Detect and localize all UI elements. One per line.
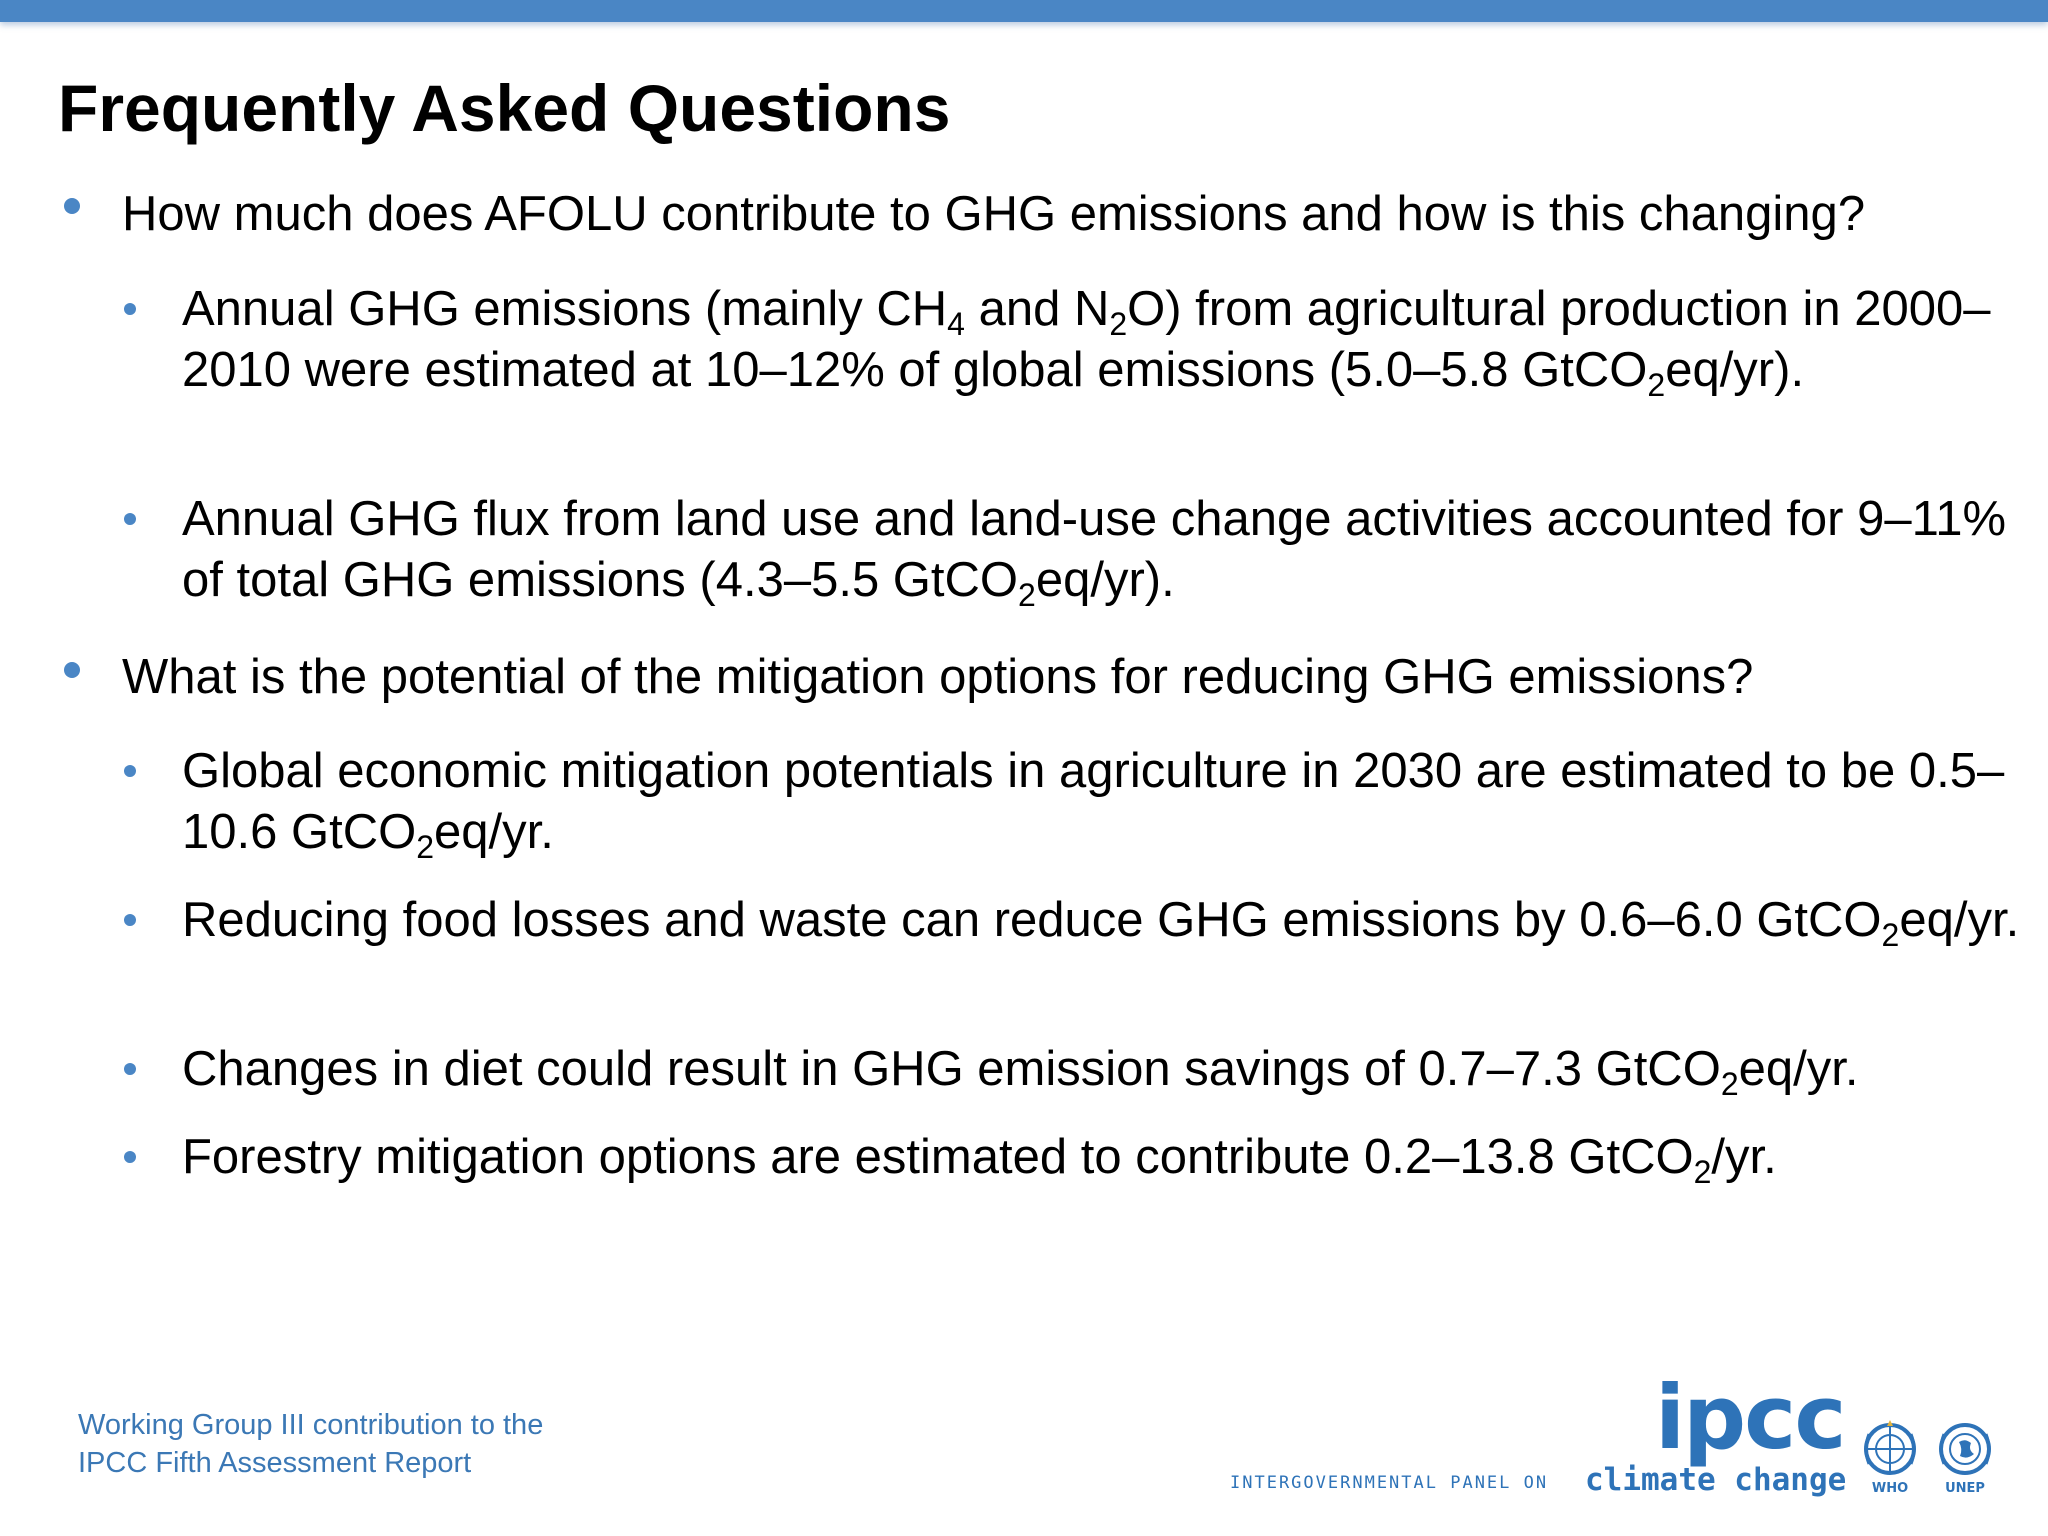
bullet-icon xyxy=(124,1063,136,1075)
globe-icon xyxy=(1930,1420,2000,1478)
logo-tagline: climate change xyxy=(1585,1462,1847,1498)
bullet-icon xyxy=(124,303,136,315)
bullet-icon xyxy=(124,513,136,525)
faq-answer: Global economic mitigation potentials in agriculture in 2030 are estimated to be 0.5–10.6 GtCO$_2$eq/yr. xyxy=(182,744,2005,865)
footer-caption: Working Group III contribution to the IPCC Fifth Assessment Report xyxy=(78,1409,544,1479)
faq-answer: Annual GHG emissions (mainly $CH_4$ and $N_2O$) from agricultural production in 2000–2010 were estimated at 10–12% of global emissions (5.0–5.8 GtCO$_2$eq/yr). xyxy=(182,282,1991,403)
ipcc-logo xyxy=(1225,1368,2005,1498)
faq-answer: Annual GHG flux from land use and land-use change activities accounted for 9–11% of total GHG emissions (4.3–5.5 GtCO$_2$eq/yr). xyxy=(182,492,2007,613)
who-emblem xyxy=(1855,1420,1925,1496)
bullet-icon xyxy=(64,198,80,214)
ipcc-wordmark: ipcc xyxy=(1655,1366,1845,1469)
bullet-icon xyxy=(124,1151,136,1163)
unep-label: UNEP xyxy=(1945,1481,1985,1496)
bullet-icon xyxy=(124,914,136,926)
logo-subtitle: INTERGOVERNMENTAL PANEL ON xyxy=(1230,1473,1549,1493)
faq-question: What is the potential of the mitigation options for reducing GHG emissions? xyxy=(122,650,1754,704)
faq-answer: Forestry mitigation options are estimated to contribute 0.2–13.8 GtCO$_2$/yr. xyxy=(182,1130,1777,1190)
slide-title: Frequently Asked Questions xyxy=(58,71,951,145)
bullet-icon xyxy=(124,765,136,777)
bullet-icon xyxy=(64,662,80,678)
unep-emblem xyxy=(1930,1420,2000,1496)
top-accent-bar xyxy=(0,0,2048,22)
who-label: WHO xyxy=(1871,1481,1909,1496)
faq-answer: Reducing food losses and waste can reduce GHG emissions by 0.6–6.0 GtCO$_2$eq/yr. xyxy=(182,893,2020,953)
globe-icon xyxy=(1855,1420,1925,1478)
faq-question: How much does AFOLU contribute to GHG emissions and how is this changing? xyxy=(122,187,1866,241)
faq-answer: Changes in diet could result in GHG emission savings of 0.7–7.3 GtCO$_2$eq/yr. xyxy=(182,1042,1859,1102)
